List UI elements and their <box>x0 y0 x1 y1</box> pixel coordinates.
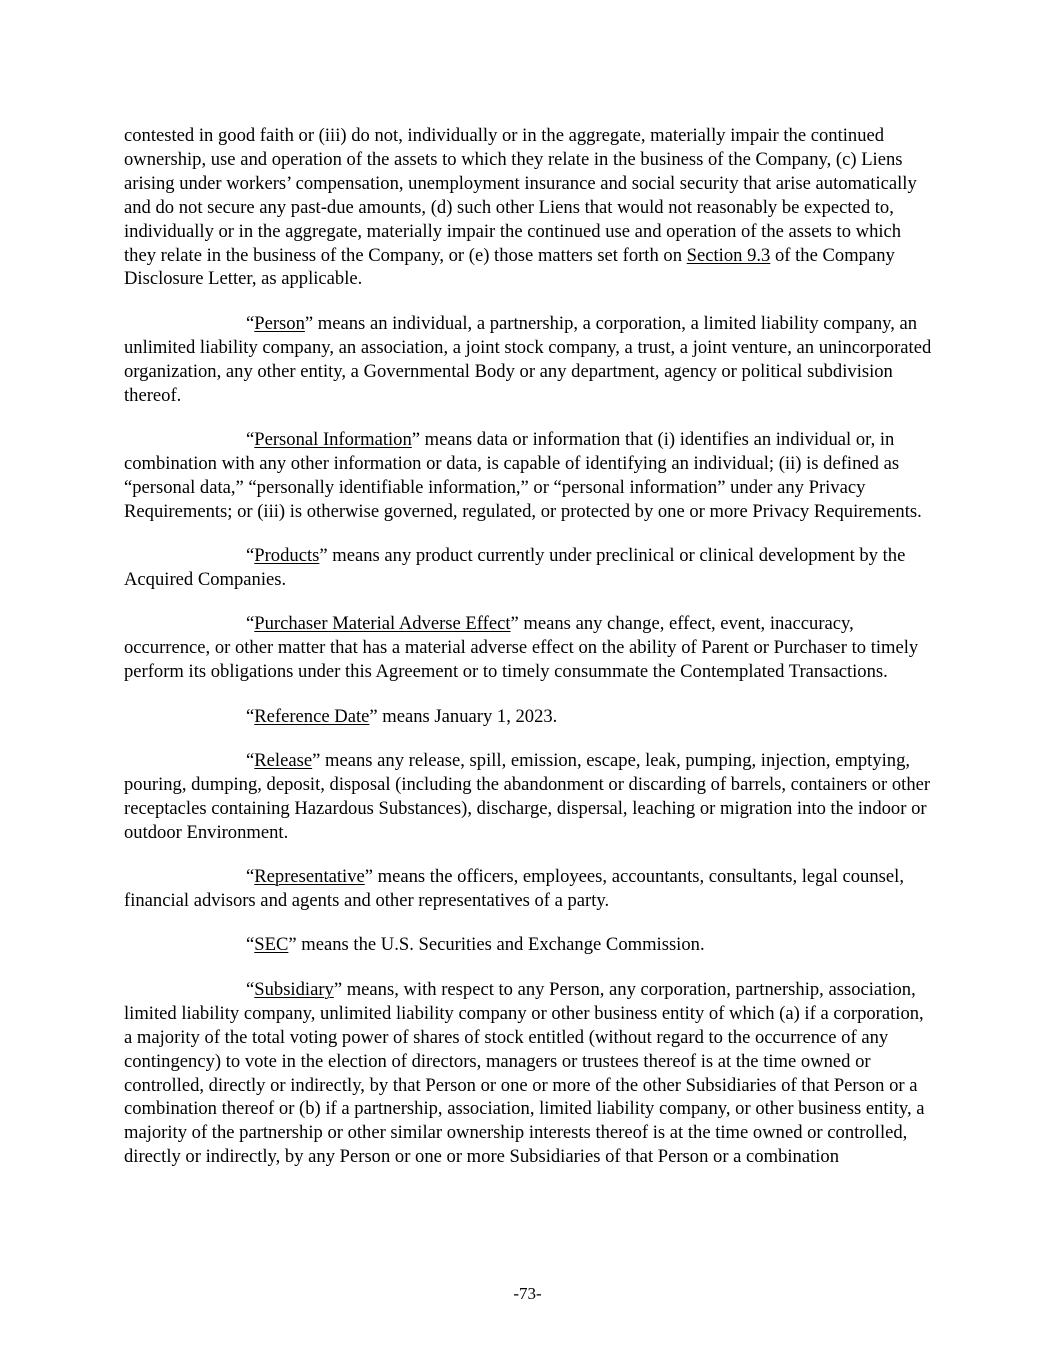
definition-text: ” means data or information that (i) identifies an individual or, in combination with any other information or data, is capable of identifying an individual; (ii) is defined as “personal data,” “personally identifiable information,” or “personal information” under any Privacy Requirements; or (iii) is otherwise governed, regulated, or protected by one or more Privacy Requirements. <box>124 428 922 522</box>
open-quote: “ <box>246 866 255 888</box>
defined-term: Products <box>254 545 320 567</box>
open-quote: “ <box>246 312 255 334</box>
open-quote: “ <box>246 934 255 956</box>
open-quote: “ <box>246 750 255 772</box>
definition-text: ” means any change, effect, event, inaccuracy, occurrence, or other matter that has a material adverse effect on the ability of Parent or Purchaser to timely perform its obligations under this Agreement or to timely consummate the Contemplated Transactions. <box>124 613 919 683</box>
definition-text: ” means any product currently under preclinical or clinical development by the Acquired Companies. <box>124 545 906 590</box>
defined-term: Reference Date <box>254 705 370 727</box>
definition-subsidiary <box>124 978 932 1169</box>
page-number: -73- <box>513 1284 542 1303</box>
defined-term: Personal Information <box>254 428 412 450</box>
open-quote: “ <box>246 705 255 727</box>
definition-representative <box>124 865 932 913</box>
section-reference-link: Section 9.3 <box>686 244 771 266</box>
open-quote: “ <box>246 613 255 635</box>
definition-purchaser-material-adverse-effect <box>124 612 932 684</box>
open-quote: “ <box>246 978 255 1000</box>
definition-person <box>124 312 932 408</box>
continuation-text-before: contested in good faith or (iii) do not, individually or in the aggregate, materially impair the continued ownership, use and operation of the assets to which they relate in the business of the Company, (c) Liens arising under workers’ compensation, unemployment insurance and social security that arise automatically and do not secure any past-due amounts, (d) such other Liens that would not reasonably be expected to, individually or in the aggregate, materially impair the continued use and operation of the assets to which they relate in the business of the Company, or (e) those matters set forth on <box>124 125 917 266</box>
defined-term: Release <box>254 750 313 772</box>
defined-term: Purchaser Material Adverse Effect <box>254 613 511 635</box>
open-quote: “ <box>246 545 255 567</box>
definition-reference-date <box>124 705 932 729</box>
definition-personal-information <box>124 428 932 524</box>
definition-text: ” means any release, spill, emission, escape, leak, pumping, injection, emptying, pouring, dumping, deposit, disposal (including the abandonment or discarding of barrels, containers or other receptacles containing Hazardous Substances), discharge, dispersal, leaching or migration into the indoor or outdoor Environment. <box>124 750 931 843</box>
definition-text: ” means the officers, employees, accountants, consultants, legal counsel, financial advisors and agents and other representatives of a party. <box>124 866 904 912</box>
defined-term: SEC <box>254 934 289 956</box>
defined-term: Representative <box>254 866 365 888</box>
continuation-text-after: of the Company Disclosure Letter, as applicable. <box>124 244 895 290</box>
continuation-paragraph <box>124 124 932 291</box>
definition-sec <box>124 933 932 957</box>
open-quote: “ <box>246 428 255 450</box>
definition-text: ” means January 1, 2023. <box>369 705 558 727</box>
definition-products <box>124 544 932 592</box>
document-page <box>124 124 932 1190</box>
definition-text: ” means an individual, a partnership, a corporation, a limited liability company, an unlimited liability company, an association, a joint stock company, a trust, a joint venture, an unincorporated organization, any other entity, a Governmental Body or any department, agency or political subdivision thereof. <box>124 312 932 406</box>
definition-release <box>124 749 932 845</box>
definition-text: ” means, with respect to any Person, any corporation, partnership, association, limited liability company, unlimited liability company or other business entity of which (a) if a corporation, a majority of the total voting power of shares of stock entitled (without regard to the occurrence of any contingency) to vote in the election of directors, managers or trustees thereof is at the time owned or controlled, directly or indirectly, by that Person or one or more of the other Subsidiaries of that Person or a combination thereof or (b) if a partnership, association, limited liability company, or other business entity, a majority of the partnership or other similar ownership interests thereof is at the time owned or controlled, directly or indirectly, by any Person or one or more Subsidiaries of that Person or a combination <box>124 978 925 1168</box>
defined-term: Person <box>254 312 305 334</box>
definition-text: ” means the U.S. Securities and Exchange Commission. <box>288 934 705 956</box>
defined-term: Subsidiary <box>254 978 334 1000</box>
